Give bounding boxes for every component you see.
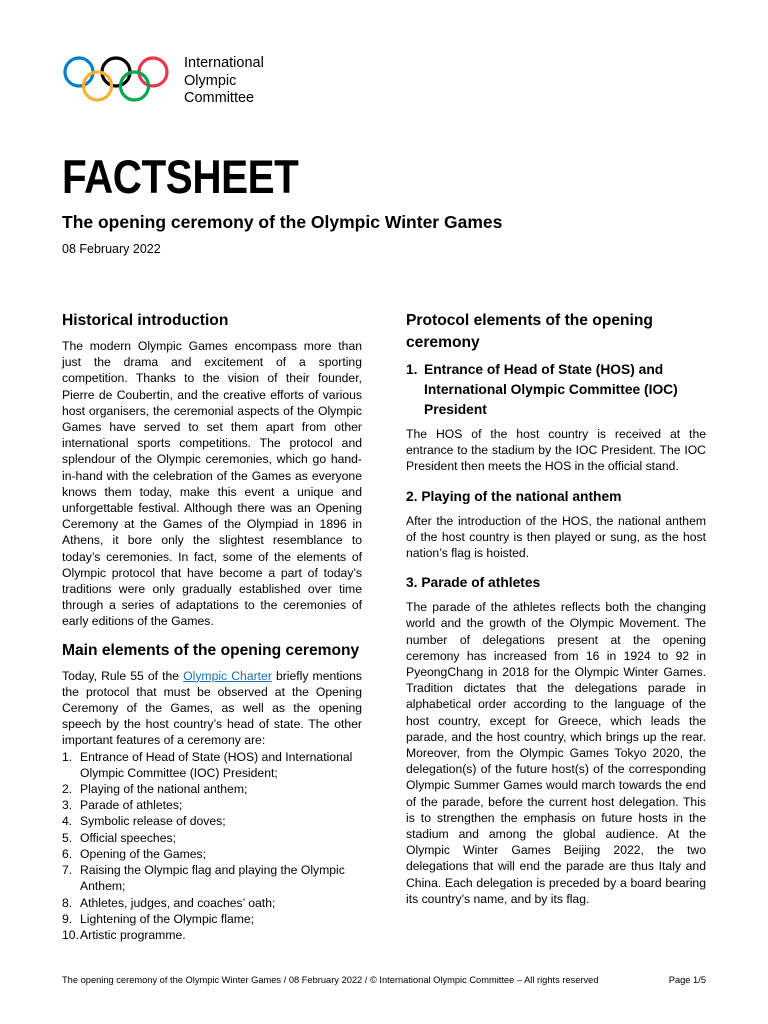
main-elements-list <box>62 749 362 943</box>
list-item-text: Entrance of Head of State (HOS) and International Olympic Committee (IOC) President; <box>80 749 353 780</box>
list-item-text: Lightening of the Olympic flame; <box>80 911 255 926</box>
list-item <box>62 797 362 813</box>
org-line: Olympic <box>184 72 237 89</box>
blue-ring <box>65 58 93 86</box>
historical-introduction-body: The modern Olympic Games encompass more than just the drama and excitement of a sporting competition. Thanks to the vision of their founder, Pierre de Coubertin, and the creative efforts of various host organisers, the ceremonial aspects of the Olympic Games have served to set them apart from other international sports competitions. The protocol and splendour of the Olympic ceremonies, which go hand-in-hand with the celebration of the Games as everyone knows them today, make this event a unique and unforgettable festival. Although there was an Opening Ceremony at the Games of the Olympiad in 1896 in Athens, it bore only the slightest resemblance to today’s ceremonies. In fact, some of the elements of Olympic protocol that have become a part of today’s traditions were only gradually established over time through a series of adaptations to the ceremonies of early editions of the Games. <box>62 339 362 629</box>
list-item <box>62 895 362 911</box>
green-ring <box>121 72 149 100</box>
list-item-number: 4. <box>62 814 73 829</box>
list-item-text: Official speeches; <box>80 830 176 845</box>
section-number: 1. <box>406 362 418 377</box>
list-item-number: 9. <box>62 911 73 926</box>
page-number: Page 1/5 <box>668 975 706 985</box>
section-2-heading: 2. Playing of the national anthem <box>406 488 622 504</box>
list-item-text: Playing of the national anthem; <box>80 782 248 797</box>
section-1-body: The HOS of the host country is received at the entrance to the stadium by the IOC President. The IOC President then meets the HOS in the official stand. <box>406 427 706 474</box>
yellow-ring <box>84 72 112 100</box>
list-item <box>62 830 362 846</box>
list-item <box>62 927 362 943</box>
section-3-body: The parade of the athletes reflects both the changing world and the growth of the Olympic Movement. The number of delegations present at the opening ceremony has increased from 16 in 1924 to 92 in PyeongChang in 2018 for the Olympic Winter Games. Tradition dictates that the delegations parade in alphabetical order according to the language of the host country, except for Greece, which leads the parade, and the host country, which brings up the rear. Moreover, from the Olympic Games Tokyo 2020, the delegation(s) of the future host(s) of the corresponding Olympic Summer Games would march towards the end of the parade, before the current host delegation. This is to strengthen the emphasis on future hosts in the stadium and among the global audience. At the Olympic Winter Games Beijing 2022, the two delegations that will end the parade are thus Italy and China. Each delegation is preceded by a board bearing its country’s name, and by its flag. <box>406 600 706 906</box>
intro-text: Today, Rule 55 of the <box>62 668 184 683</box>
red-ring <box>139 58 167 86</box>
olympic-charter-link[interactable]: Olympic Charter <box>183 668 272 683</box>
historical-introduction-heading: Historical introduction <box>62 312 229 329</box>
list-item <box>62 813 362 829</box>
list-item-text: Artistic programme. <box>80 927 186 942</box>
list-item-number: 8. <box>62 895 73 910</box>
footer-text: The opening ceremony of the Olympic Winter Games / 08 February 2022 / © International Olympic Committee – All rights reserved <box>62 975 599 985</box>
list-item-text: Parade of athletes; <box>80 798 183 813</box>
document-date: 08 February 2022 <box>62 242 161 256</box>
section-3-heading: 3. Parade of athletes <box>406 575 541 591</box>
section-title: Entrance of Head of State (HOS) and International Olympic Committee (IOC) President <box>424 362 678 417</box>
list-item-text: Opening of the Games; <box>80 846 207 861</box>
list-item <box>62 749 362 781</box>
left-column <box>62 310 362 943</box>
right-column <box>406 310 706 907</box>
protocol-elements-heading: Protocol elements of the opening ceremony <box>406 312 653 351</box>
section-1-heading <box>406 360 706 420</box>
document-subtitle: The opening ceremony of the Olympic Winter Games <box>62 212 503 232</box>
list-item <box>62 846 362 862</box>
organization-name <box>184 55 264 108</box>
main-elements-heading: Main elements of the opening ceremony <box>62 641 360 659</box>
list-item <box>62 911 362 927</box>
document-type-title: FACTSHEET <box>62 150 299 203</box>
list-item-text: Symbolic release of doves; <box>80 814 226 829</box>
list-item-number: 3. <box>62 798 73 813</box>
list-item <box>62 862 362 894</box>
list-item-text: Athletes, judges, and coaches’ oath; <box>80 895 276 910</box>
list-item-number: 7. <box>62 863 73 878</box>
list-item-number: 1. <box>62 749 73 764</box>
org-line: Committee <box>184 90 255 106</box>
list-item-number: 5. <box>62 830 73 845</box>
intro-text: briefly mentions the protocol that must be observed at the Opening Ceremony of the Games, as well as the opening speech by the host country’s head of state. The other important features of a ceremony are: <box>62 668 362 748</box>
list-item <box>62 781 362 797</box>
list-item-number: 6. <box>62 846 73 861</box>
list-item-text: Raising the Olympic flag and playing the Olympic Anthem; <box>80 863 345 894</box>
section-2-body: After the introduction of the HOS, the national anthem of the host country is then played or sung, as the host nation’s flag is hoisted. <box>406 513 706 561</box>
black-ring <box>102 58 130 86</box>
main-elements-intro <box>62 668 362 749</box>
page-footer <box>62 975 706 985</box>
list-item-number: 10. <box>62 927 79 942</box>
org-line: International <box>184 55 264 71</box>
olympic-rings-logo <box>62 55 170 105</box>
list-item-number: 2. <box>62 782 73 797</box>
